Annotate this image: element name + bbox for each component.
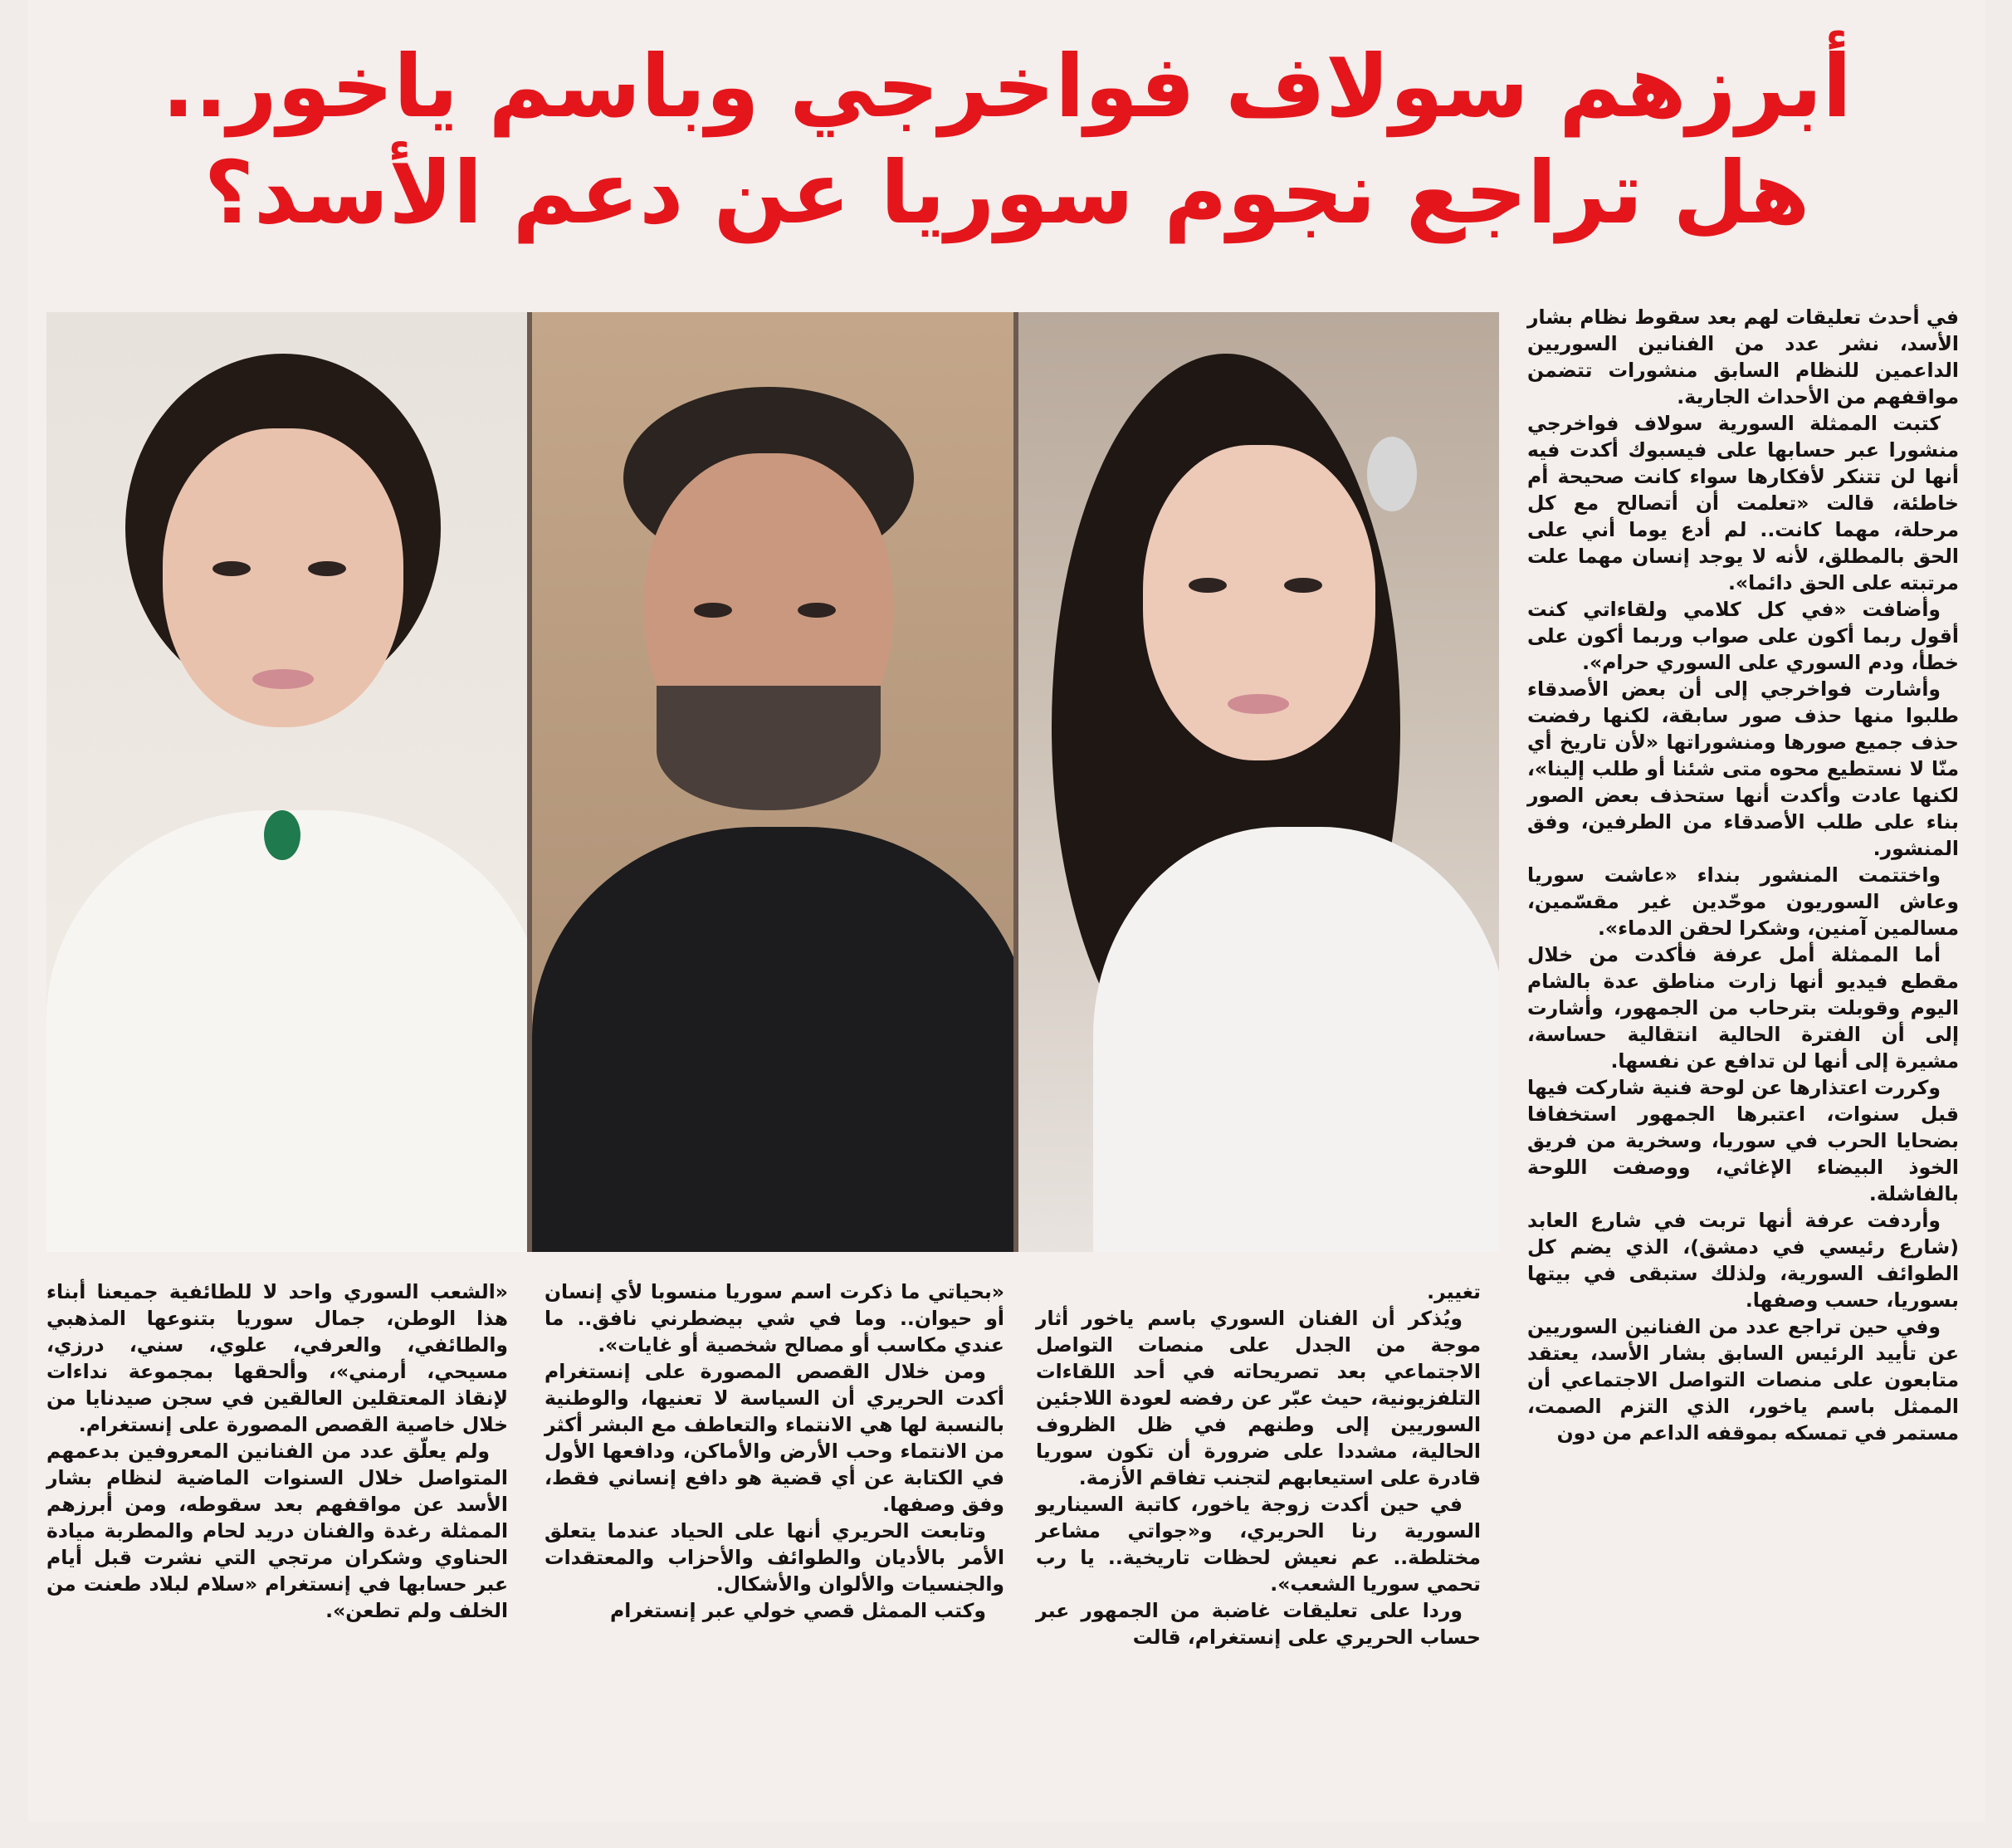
paragraph: وفي حين تراجع عدد من الفنانين السوريين عن تأييد الرئيس السابق بشار الأسد، يعتقد متابعون على منصات التواصل الاجتماعي أن الممثل باسم ياخور، الذي التزم الصمت، مستمر في تمسكه بموقفه الداعم من دون <box>1527 1315 1959 1445</box>
paragraph: تغيير. <box>1427 1280 1481 1303</box>
photo-strip <box>46 312 1499 1252</box>
paragraph: في أحدث تعليقات لهم بعد سقوط نظام بشار الأسد، نشر عدد من الفنانين السوريين الداعمين للنظام السابق منشورات تتضمن مواقفهم من الأحداث الجارية. <box>1527 306 1959 408</box>
article-column-4 <box>46 1278 508 1624</box>
photo-actor-center <box>532 312 1013 1252</box>
photo-actress-right <box>1018 312 1499 1252</box>
headline-line-2: هل تراجع نجوم سوريا عن دعم الأسد؟ <box>203 142 1810 243</box>
paragraph: ومن خلال القصص المصورة على إنستغرام أكدت الحريري أن السياسة لا تعنيها، والوطنية بالنسبة لها هي الانتماء والتعاطف مع البشر أكثر من الانتماء وحب الأرض والأماكن، ودافعها الأول في الكتابة عن أي قضية هو دافع إنساني فقط، وفق وصفها. <box>545 1360 1004 1516</box>
headline-line-1: أبرزهم سولاف فواخرجي وباسم ياخور.. <box>162 36 1852 137</box>
article-column-2 <box>1036 1278 1481 1650</box>
paragraph: كتبت الممثلة السورية سولاف فواخرجي منشورا عبر حسابها على فيسبوك أكدت فيه أنها لن تتنكر لأفكارها سواء كانت صحيحة أم خاطئة، قالت «تعلمت أن أتصالح مع كل مرحلة، مهما كانت.. لم أدع يوما أني على الحق بالمطلق، لأنه لا يوجد إنسان مهما علت مرتبته على الحق دائما». <box>1527 412 1959 594</box>
paragraph: وأشارت فواخرجي إلى أن بعض الأصدقاء طلبوا منها حذف صور سابقة، لكنها رفضت حذف جميع صورها ومنشوراتها «لأن تاريخ أي منّا لا نستطيع محوه متى شئنا أو طلب إلينا»، لكنها عادت وأكدت أنها ستحذف بعض الصور بناء على طلب الأصدقاء من الطرفين، وفق المنشور. <box>1527 677 1959 860</box>
paragraph: وردا على تعليقات غاضبة من الجمهور عبر حساب الحريري على إنستغرام، قالت <box>1036 1599 1481 1649</box>
paragraph: أما الممثلة أمل عرفة فأكدت من خلال مقطع فيديو أنها زارت مناطق عدة بالشام اليوم وقوبلت بترحاب من الجمهور، وأشارت إلى أن الفترة الحالية انتقالية حساسة، مشيرة إلى أنها لن تدافع عن نفسها. <box>1527 943 1959 1073</box>
photo-actress-left <box>46 312 527 1252</box>
paragraph: وأردفت عرفة أنها تربت في شارع العابد (شارع رئيسي في دمشق)، الذي يضم كل الطوائف السورية، ولذلك ستبقى في بيتها بسوريا، حسب وصفها. <box>1527 1209 1959 1312</box>
paragraph: ولم يعلّق عدد من الفنانين المعروفين بدعمهم المتواصل خلال السنوات الماضية لنظام بشار الأسد عن مواقفهم بعد سقوطه، ومن أبرزهم الممثلة رغدة والفنان دريد لحام والمطربة ميادة الحناوي وشكران مرتجي التي نشرت قبل أيام عبر حسابها في إنستغرام «سلام لبلاد طعنت من الخلف ولم تطعن». <box>46 1440 508 1622</box>
paragraph: وأضافت «في كل كلامي ولقاءاتي كنت أقول ربما أكون على صواب وربما أكون على خطأ، ودم السوري على السوري حرام». <box>1527 598 1959 674</box>
paragraph: «بحياتي ما ذكرت اسم سوريا منسوبا لأي إنسان أو حيوان.. وما في شي بيضطرني نافق.. ما عندي مكاسب أو مصالح شخصية أو غايات». <box>545 1280 1004 1357</box>
paragraph: واختتمت المنشور بنداء «عاشت سوريا وعاش السوريون موحّدين غير مقسّمين، مسالمين آمنين، وشكرا لحقن الدماء». <box>1527 863 1959 940</box>
paragraph: في حين أكدت زوجة ياخور، كاتبة السيناريو السورية رنا الحريري، و«جواتي مشاعر مختلطة.. عم نعيش لحظات تاريخية.. يا رب تحمي سوريا الشعب». <box>1036 1493 1481 1596</box>
paragraph: وكتب الممثل قصي خولي عبر إنستغرام <box>609 1599 986 1622</box>
article-column-1 <box>1527 304 1959 1446</box>
article-column-3 <box>545 1278 1004 1624</box>
paragraph: «الشعب السوري واحد لا للطائفية جميعنا أبناء هذا الوطن، جمال سوريا بتنوعها المذهبي والطائفي، والعرفي، علوي، سني، درزي، مسيحي، أرمني»، وألحقها بمجموعة نداءات لإنقاذ المعتقلين العالقين في سجن صيدنايا من خلال خاصية القصص المصورة على إنستغرام. <box>46 1280 508 1436</box>
paragraph: وتابعت الحريري أنها على الحياد عندما يتعلق الأمر بالأديان والطوائف والأحزاب والمعتقدات والجنسيات والألوان والأشكال. <box>545 1519 1004 1596</box>
paragraph: ويُذكر أن الفنان السوري باسم ياخور أثار موجة من الجدل على منصات التواصل الاجتماعي بعد تصريحاته في أحد اللقاءات التلفزيونية، حيث عبّر عن رفضه لعودة اللاجئين السوريين إلى وطنهم في ظل الظروف الحالية، مشددا على ضرورة أن تكون سوريا قادرة على استيعابهم لتجنب تفاقم الأزمة. <box>1036 1307 1481 1489</box>
article-headline <box>28 33 1985 246</box>
paragraph: وكررت اعتذارها عن لوحة فنية شاركت فيها قبل سنوات، اعتبرها الجمهور استخفافا بضحايا الحرب في سوريا، وسخرية من فريق الخوذ البيضاء الإغاثي، ووصفت اللوحة بالفاشلة. <box>1527 1076 1959 1205</box>
